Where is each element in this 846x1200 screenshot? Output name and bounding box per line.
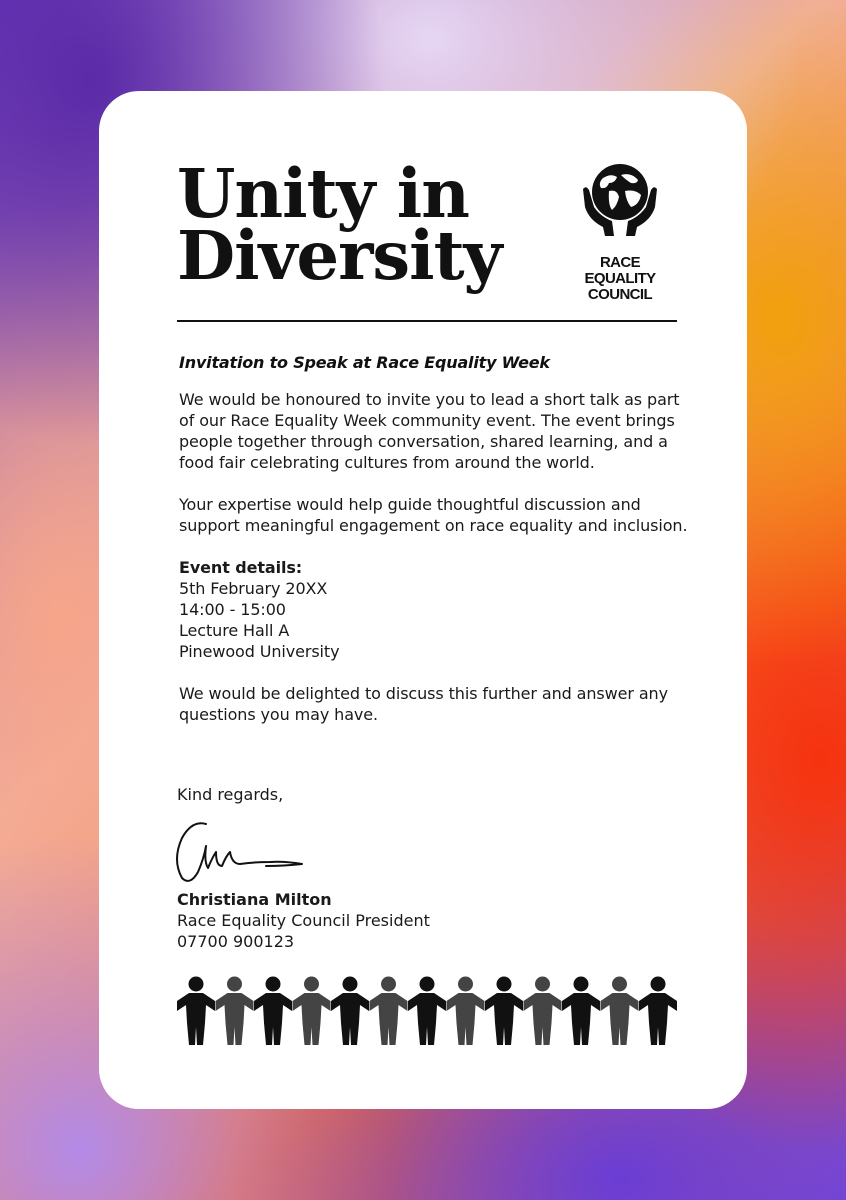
paper-person-figure <box>447 977 485 1046</box>
signer-phone: 07700 900123 <box>177 932 295 951</box>
title-line-2: Diversity <box>177 216 502 295</box>
globe-in-hands-icon <box>579 161 661 243</box>
event-room: Lecture Hall A <box>179 621 290 640</box>
paper-people-chain-icon <box>177 975 677 1047</box>
paragraph-expertise: Your expertise would help guide thoughtful discussion and support meaningful engagement on race equality and inclusion. <box>179 495 688 535</box>
paragraph-followup: We would be delighted to discuss this further and answer any questions you may have. <box>179 684 668 724</box>
logo-text <box>565 255 675 303</box>
paper-person-figure <box>177 977 215 1046</box>
paper-person-figure <box>485 977 523 1046</box>
header-divider <box>177 320 677 322</box>
paper-person-figure <box>331 977 369 1046</box>
signer-block <box>177 889 430 952</box>
invitation-card <box>99 91 747 1109</box>
paper-person-figure <box>601 977 639 1046</box>
logo-line-2: COUNCIL <box>587 286 653 303</box>
paper-person-figure <box>254 977 292 1046</box>
event-date: 5th February 20XX <box>179 579 328 598</box>
paper-person-figure <box>524 977 562 1046</box>
letter-body <box>179 389 689 725</box>
closing-line: Kind regards, <box>177 785 284 804</box>
paper-person-figure <box>639 977 677 1046</box>
signer-role: Race Equality Council President <box>177 911 430 930</box>
page-title <box>177 154 502 295</box>
logo-line-1: RACE EQUALITY <box>584 254 656 287</box>
event-venue: Pinewood University <box>179 642 340 661</box>
title-line-1: Unity in <box>177 154 469 233</box>
paper-person-figure <box>408 977 446 1046</box>
council-logo <box>565 161 675 303</box>
signer-name: Christiana Milton <box>177 890 332 909</box>
paper-person-figure <box>293 977 331 1046</box>
paper-person-figure <box>216 977 254 1046</box>
paragraph-invitation: We would be honoured to invite you to lead a short talk as part of our Race Equality Week community event. The event brings people together through conversation, shared learning, and a food fair celebrating cultures from around the world. <box>179 390 680 472</box>
event-details-heading: Event details: <box>179 558 303 577</box>
letter-subject: Invitation to Speak at Race Equality Week <box>179 353 550 372</box>
handwritten-signature <box>174 816 314 886</box>
paper-person-figure <box>562 977 600 1046</box>
event-time: 14:00 - 15:00 <box>179 600 286 619</box>
paper-person-figure <box>370 977 408 1046</box>
